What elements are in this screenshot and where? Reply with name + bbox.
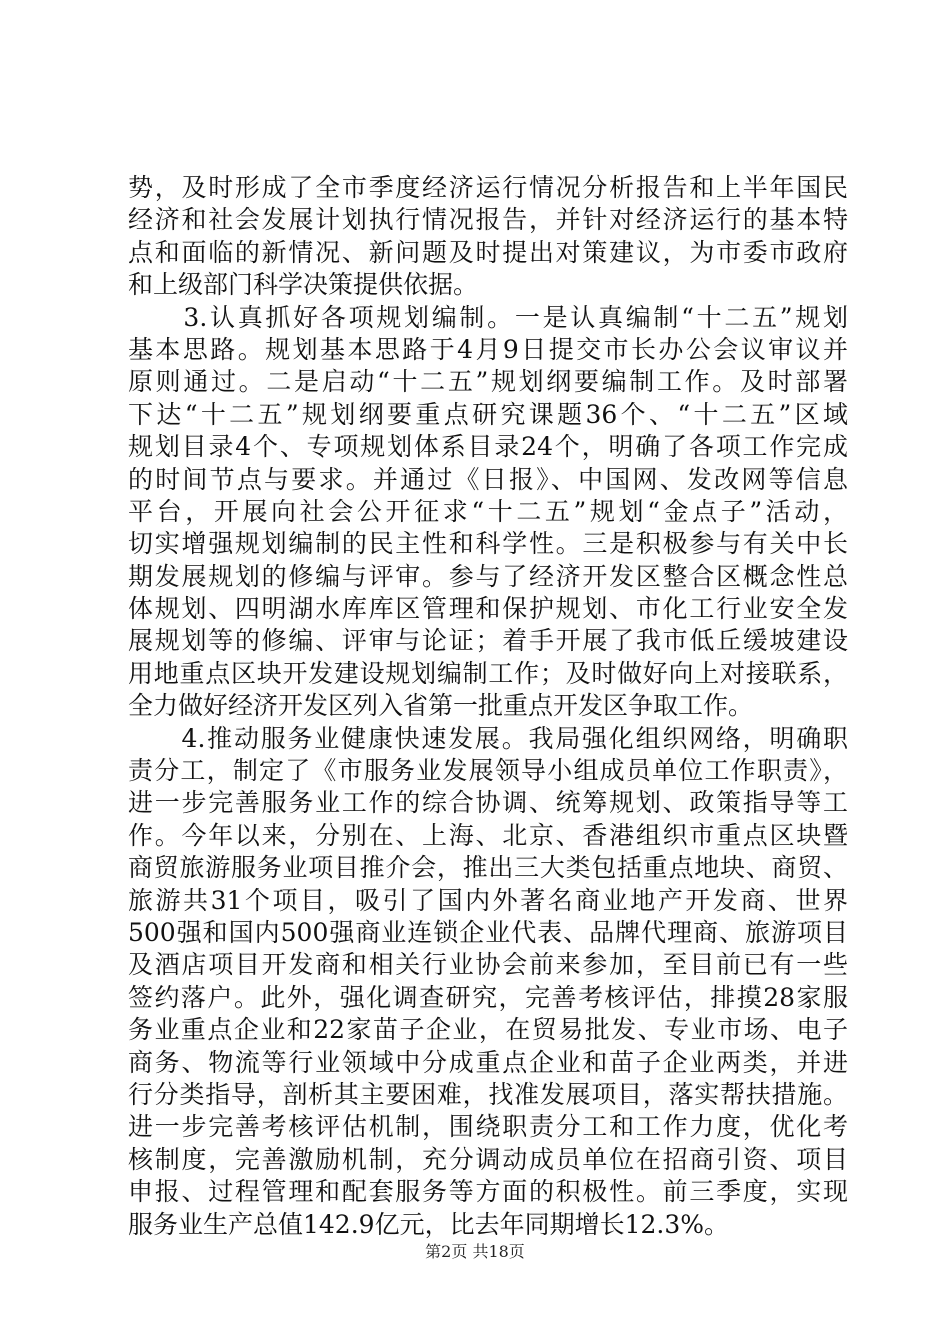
text-line: 和上级部门科学决策提供依据。 [128, 270, 479, 300]
text-line: 服务业生产总值142.9亿元，比去年同期增长12.3%。 [128, 1209, 729, 1239]
paragraph [128, 302, 848, 723]
body-text [128, 172, 848, 1241]
text-line: 务业重点企业和22家苗子企业，在贸易批发、专业市场、电子 [128, 1015, 848, 1045]
text-line: 体规划、四明湖水库库区管理和保护规划、市化工行业安全发 [128, 594, 848, 624]
paragraph [128, 723, 848, 1241]
paragraph [128, 172, 848, 302]
text-line: 作。今年以来，分别在、上海、北京、香港组织市重点区块暨 [128, 820, 848, 850]
text-line: 3.认真抓好各项规划编制。一是认真编制“十二五”规划 [128, 302, 848, 332]
text-line: 点和面临的新情况、新问题及时提出对策建议，为市委市政府 [128, 237, 848, 267]
text-line: 经济和社会发展计划执行情况报告，并针对经济运行的基本特 [128, 205, 848, 235]
text-line: 申报、过程管理和配套服务等方面的积极性。前三季度，实现 [128, 1177, 848, 1207]
text-line: 进一步完善服务业工作的综合协调、统筹规划、政策指导等工 [128, 788, 848, 818]
text-line: 签约落户。此外，强化调查研究，完善考核评估，排摸28家服 [128, 982, 848, 1012]
text-line: 平台，开展向社会公开征求“十二五”规划“金点子”活动， [128, 496, 848, 526]
text-line: 原则通过。二是启动“十二五”规划纲要编制工作。及时部署 [128, 367, 848, 397]
text-line: 用地重点区块开发建设规划编制工作；及时做好向上对接联系， [128, 658, 848, 688]
text-line: 商贸旅游服务业项目推介会，推出三大类包括重点地块、商贸、 [128, 853, 848, 883]
text-line: 全力做好经济开发区列入省第一批重点开发区争取工作。 [128, 691, 754, 721]
text-line: 责分工，制定了《市服务业发展领导小组成员单位工作职责》， [128, 756, 848, 786]
text-line: 核制度，完善激励机制，充分调动成员单位在招商引资、项目 [128, 1144, 848, 1174]
text-line: 下达“十二五”规划纲要重点研究课题36个、“十二五”区域 [128, 399, 848, 429]
text-line: 基本思路。规划基本思路于4月9日提交市长办公会议审议并 [128, 334, 848, 364]
page-footer: 第2页 共18页 [425, 1242, 525, 1261]
text-line: 500强和国内500强商业连锁企业代表、品牌代理商、旅游项目 [128, 917, 848, 947]
text-line: 的时间节点与要求。并通过《日报》、中国网、发改网等信息 [128, 464, 848, 494]
text-line: 切实增强规划编制的民主性和科学性。三是积极参与有关中长 [128, 529, 848, 559]
text-line: 期发展规划的修编与评审。参与了经济开发区整合区概念性总 [128, 561, 848, 591]
text-line: 进一步完善考核评估机制，围绕职责分工和工作力度，优化考 [128, 1112, 848, 1142]
text-line: 势，及时形成了全市季度经济运行情况分析报告和上半年国民 [128, 173, 848, 202]
text-line: 旅游共31个项目，吸引了国内外著名商业地产开发商、世界 [128, 885, 848, 915]
text-line: 规划目录4个、专项规划体系目录24个，明确了各项工作完成 [128, 432, 848, 462]
text-line: 4.推动服务业健康快速发展。我局强化组织网络，明确职 [128, 723, 848, 753]
text-line: 展规划等的修编、评审与论证；着手开展了我市低丘缓坡建设 [128, 626, 848, 656]
text-line: 及酒店项目开发商和相关行业协会前来参加，至目前已有一些 [128, 950, 848, 980]
text-line: 商务、物流等行业领域中分成重点企业和苗子企业两类，并进 [128, 1047, 848, 1077]
text-line: 行分类指导，剖析其主要困难，找准发展项目，落实帮扶措施。 [128, 1079, 848, 1109]
